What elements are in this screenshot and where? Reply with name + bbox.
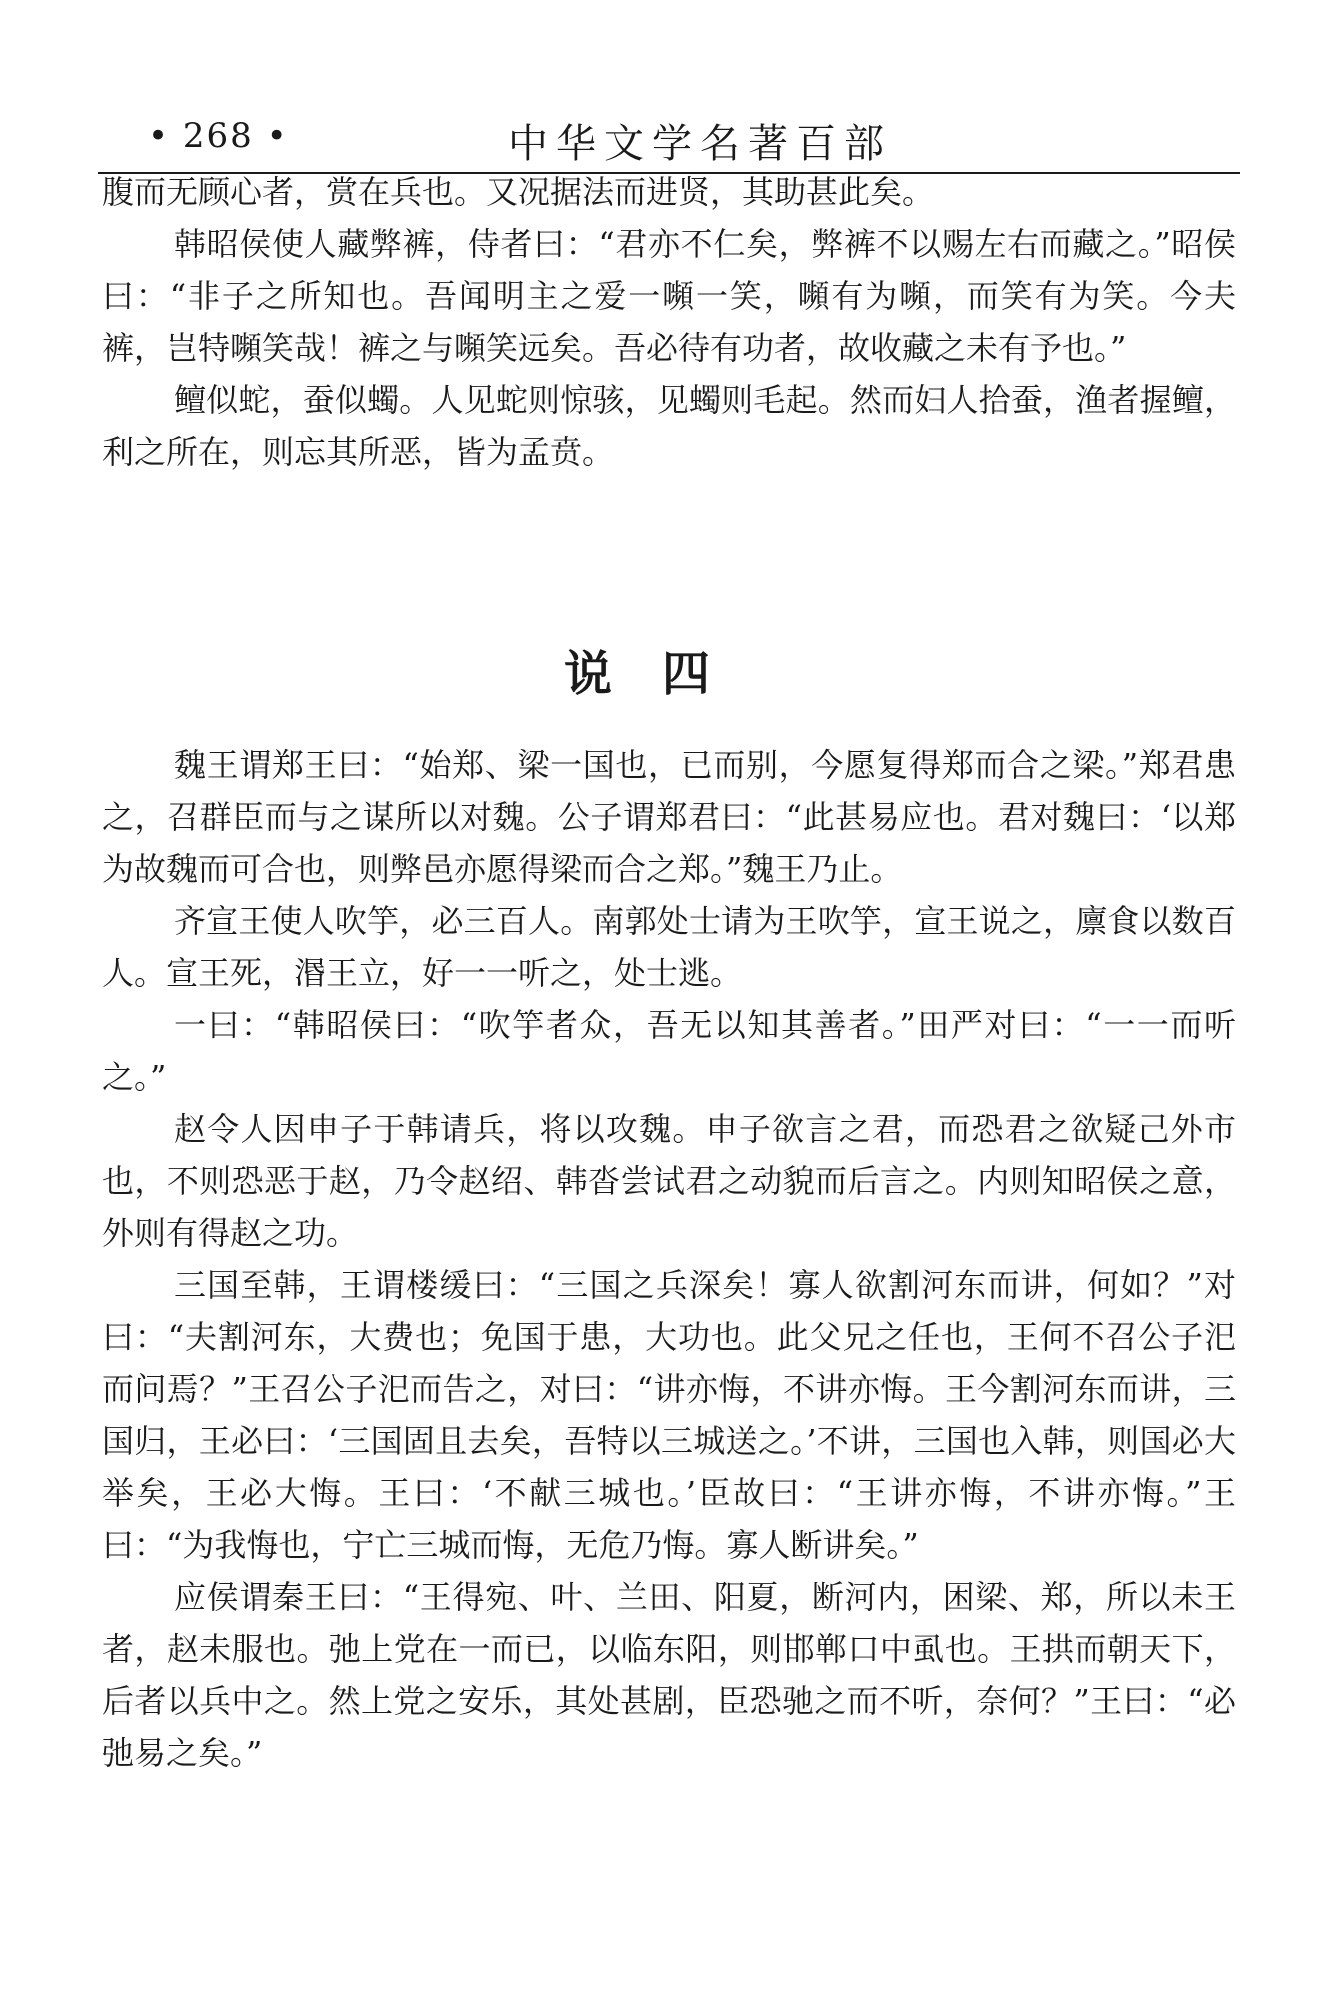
book-title: 中华文学名著百部	[508, 121, 892, 167]
running-header	[98, 108, 1240, 168]
paragraph: 三国至韩，王谓楼缓曰：“三国之兵深矣！寡人欲割河东而讲，何如？”对曰：“夫割河东，大费也；免国于患，大功也。此父兄之任也，王何不召公子汜而问焉？”王召公子汜而告之，对曰：“讲亦悔，不讲亦悔。王今割河东而讲，三国归，王必曰：‘三国固且去矣，吾特以三城送之。’不讲，三国也入韩，则国必大举矣，王必大悔。王曰：‘不献三城也。’臣故曰：“王讲亦悔，不讲亦悔。”王曰：“为我悔也，宁亡三城而悔，无危乃悔。寡人断讲矣。”	[102, 1266, 1236, 1564]
paragraph: 魏王谓郑王曰：“始郑、梁一国也，已而别，今愿复得郑而合之梁。”郑君患之，召群臣而与之谋所以对魏。公子谓郑君曰：“此甚易应也。君对魏曰：‘以郑为故魏而可合也，则弊邑亦愿得梁而合之郑。”魏王乃止。	[102, 746, 1236, 888]
paragraph: 腹而无顾心者，赏在兵也。又况据法而进贤，其助甚此矣。	[102, 173, 935, 211]
page-number: • 268 •	[148, 116, 289, 156]
paragraph: 齐宣王使人吹竽，必三百人。南郭处士请为王吹竽，宣王说之，廪食以数百人。宣王死，湣王立，好一一听之，处士逃。	[102, 902, 1236, 992]
paragraph: 赵令人因申子于韩请兵，将以攻魏。申子欲言之君，而恐君之欲疑己外市也，不则恐恶于赵，乃令赵绍、韩沓尝试君之动貌而后言之。内则知昭侯之意，外则有得赵之功。	[102, 1110, 1236, 1252]
section-heading: 说四	[563, 646, 760, 702]
paragraph: 一曰：“韩昭侯曰：“吹竽者众，吾无以知其善者。”田严对曰：“一一而听之。”	[102, 1006, 1236, 1096]
paragraph: 鳣似蛇，蚕似蠋。人见蛇则惊骇，见蠋则毛起。然而妇人拾蚕，渔者握鳣，利之所在，则忘其所恶，皆为孟贲。	[102, 381, 1236, 471]
paragraph: 应侯谓秦王曰：“王得宛、叶、兰田、阳夏，断河内，困梁、郑，所以未王者，赵未服也。弛上党在一而已，以临东阳，则邯郸口中虱也。王拱而朝天下，后者以兵中之。然上党之安乐，其处甚剧，臣恐驰之而不听，奈何？”王曰：“必弛易之矣。”	[102, 1578, 1236, 1772]
paragraph: 韩昭侯使人藏弊裤，侍者曰：“君亦不仁矣，弊裤不以赐左右而藏之。”昭侯曰：“非子之所知也。吾闻明主之爱一嚬一笑，嚬有为嚬，而笑有为笑。今夫裤，岂特嚬笑哉！裤之与嚬笑远矣。吾必待有功者，故收藏之未有予也。”	[102, 225, 1236, 367]
top-section	[102, 166, 1236, 478]
section-body	[102, 739, 1236, 1779]
